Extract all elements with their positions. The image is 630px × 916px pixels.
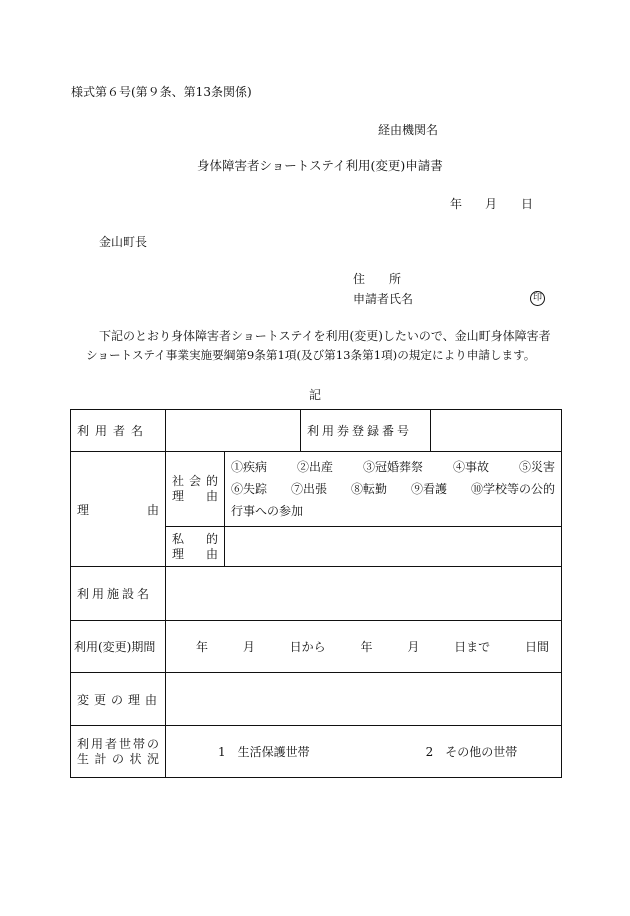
- user-name-field[interactable]: [166, 410, 301, 452]
- reason-option[interactable]: ⑦出張: [290, 482, 327, 496]
- reason-label-cell: [71, 452, 166, 567]
- applicant-address-label: 住 所: [353, 272, 402, 286]
- reason-option[interactable]: ③冠婚葬祭: [362, 460, 423, 474]
- private-reason-field[interactable]: [225, 527, 562, 567]
- body-text-line-1: 下記のとおり身体障害者ショートステイを利用(変更)したいので、金山町身体障害者: [99, 329, 551, 343]
- reason-label-left: 理: [77, 502, 90, 517]
- period-field[interactable]: [166, 621, 562, 673]
- reason-option[interactable]: ④事故: [452, 460, 489, 474]
- household-option-welfare[interactable]: 1 生活保護世帯: [218, 745, 310, 759]
- reason-option[interactable]: ⑧転勤: [350, 482, 387, 496]
- voucher-number-field[interactable]: [431, 410, 562, 452]
- social-reason-options: [225, 452, 562, 527]
- reason-option[interactable]: ②出産: [296, 460, 333, 474]
- ki-heading: 記: [309, 388, 322, 402]
- reason-option[interactable]: ⑩学校等の公的: [470, 482, 555, 496]
- voucher-number-label: 利用券登録番号: [301, 410, 431, 452]
- applicant-name-label: 申請者氏名: [353, 292, 414, 306]
- reason-option[interactable]: ⑥失踪: [231, 482, 268, 496]
- period-start-month: 月: [242, 640, 255, 654]
- period-row: [71, 621, 562, 673]
- reason-label-right: 由: [146, 502, 159, 517]
- social-reason-row: [71, 452, 562, 527]
- social-reason-label: 社会的 理由: [166, 452, 225, 527]
- period-end-month: 月: [407, 640, 420, 654]
- change-reason-row: [71, 673, 562, 726]
- change-reason-label: 変更の理由: [71, 673, 166, 726]
- reason-option[interactable]: ⑤災害: [518, 460, 555, 474]
- application-table: [70, 409, 562, 778]
- form-title: 身体障害者ショートステイ利用(変更)申請書: [197, 158, 443, 173]
- facility-label: 利用施設名: [71, 567, 166, 621]
- household-label: 利用者世帯の 生計の状況: [71, 726, 166, 778]
- reason-option[interactable]: ⑨看護: [410, 482, 447, 496]
- user-name-row: [71, 410, 562, 452]
- user-name-label: 利用者名: [71, 410, 166, 452]
- date-month-label: 月: [485, 197, 498, 211]
- seal-mark: 印: [530, 291, 545, 306]
- private-reason-label: 私的 理由: [166, 527, 225, 567]
- period-label: 利用(変更)期間: [71, 621, 166, 673]
- reason-option-continuation: 行事への参加: [231, 504, 304, 518]
- addressee: 金山町長: [99, 235, 148, 249]
- routing-agency-label: 経由機関名: [378, 123, 439, 137]
- period-end-day: 日まで: [454, 640, 491, 654]
- reason-option[interactable]: ①疾病: [231, 460, 268, 474]
- facility-field[interactable]: [166, 567, 562, 621]
- household-row: [71, 726, 562, 778]
- period-start-day: 日から: [289, 640, 326, 654]
- body-text-line-2: ショートステイ事業実施要綱第9条第1項(及び第13条第1項)の規定により申請します。: [86, 348, 536, 362]
- household-option-other[interactable]: 2 その他の世帯: [425, 745, 518, 759]
- change-reason-field[interactable]: [166, 673, 562, 726]
- date-year-label: 年: [450, 197, 463, 211]
- period-start-year: 年: [196, 640, 209, 654]
- household-options: [166, 726, 562, 778]
- date-day-label: 日: [521, 197, 534, 211]
- facility-row: [71, 567, 562, 621]
- form-number: 様式第６号(第９条、第13条関係): [71, 85, 252, 99]
- period-days: 日間: [524, 640, 549, 654]
- period-end-year: 年: [360, 640, 373, 654]
